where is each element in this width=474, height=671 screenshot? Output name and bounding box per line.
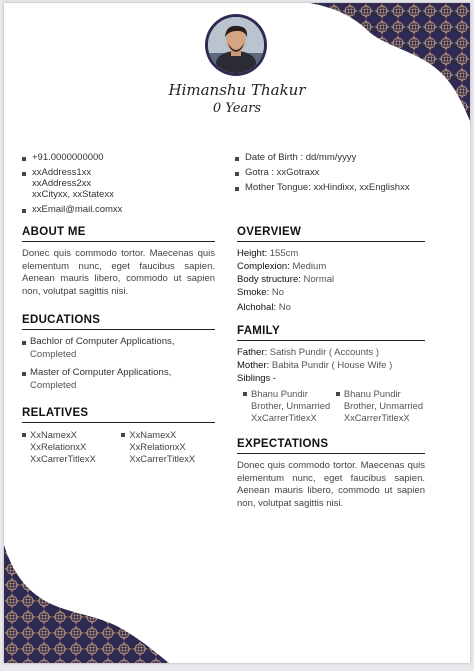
father: Father: Satish Pundir ( Accounts ) bbox=[237, 347, 380, 358]
floral-pattern-bottom-left bbox=[4, 545, 169, 663]
education-item: Bachlor of Computer Applications, Completed bbox=[22, 336, 215, 361]
bullet-square-icon bbox=[22, 433, 26, 437]
educations-heading: EDUCATIONS bbox=[22, 314, 215, 330]
family-heading: FAMILY bbox=[237, 325, 425, 341]
relatives-list bbox=[22, 429, 215, 465]
relative-item: XxNamexX XxRelationxX XxCarrerTitlexX bbox=[22, 429, 121, 465]
bullet-square-icon bbox=[235, 187, 239, 191]
overview-list bbox=[237, 247, 425, 314]
bullet-square-icon bbox=[336, 392, 340, 396]
sibling-item: Bhanu Pundir Brother, Unmarried XxCarrerTitlexX bbox=[243, 388, 336, 424]
date-of-birth: Date of Birth : dd/mm/yyyy bbox=[235, 152, 455, 163]
bullet-square-icon bbox=[22, 209, 26, 213]
mother-tongue: Mother Tongue: xxHindixx, xxEnglishxx bbox=[235, 182, 455, 193]
expectations-heading: EXPECTATIONS bbox=[237, 438, 425, 454]
expectations-section bbox=[237, 438, 425, 510]
experience-years: 0 Years bbox=[212, 101, 262, 116]
relatives-section bbox=[22, 407, 215, 465]
bullet-square-icon bbox=[235, 157, 239, 161]
overview-smoke: Smoke: No bbox=[237, 287, 285, 298]
contact-list bbox=[22, 152, 222, 219]
overview-height: Height: 155cm bbox=[237, 248, 299, 259]
education-item: Master of Computer Applications, Completed bbox=[22, 367, 215, 392]
bullet-square-icon bbox=[22, 372, 26, 376]
overview-complexion: Complexion: Medium bbox=[237, 261, 327, 272]
sibling-item: Bhanu Pundir Brother, Unmarried XxCarrerTitlexX bbox=[336, 388, 425, 424]
resume-page bbox=[4, 3, 470, 663]
contact-phone: +91.0000000000 bbox=[22, 152, 222, 163]
bullet-square-icon bbox=[22, 157, 26, 161]
overview-body-structure: Body structure: Normal bbox=[237, 274, 335, 285]
bullet-square-icon bbox=[22, 172, 26, 176]
expectations-text: Donec quis commodo tortor. Maecenas quis elementum nunc, eget faucibus sapien. Aenean mauris libero, commodo ut sapien non, volutpat sagittis nisi. bbox=[237, 460, 425, 509]
relative-item: XxNamexX XxRelationxX XxCarrerTitlexX bbox=[121, 429, 215, 465]
family-section bbox=[237, 325, 425, 424]
bullet-square-icon bbox=[22, 341, 26, 345]
overview-alchohal: Alchohal: No bbox=[237, 302, 291, 313]
overview-heading: OVERVIEW bbox=[237, 226, 425, 242]
about-text: Donec quis commodo tortor. Maecenas quis elementum nunc, eget faucibus sapien. Aenean mauris libero, commodo ut sapien non, volutpat sagittis nisi. bbox=[22, 248, 215, 297]
gotra: Gotra : xxGotraxx bbox=[235, 167, 455, 178]
siblings-list bbox=[237, 388, 425, 424]
about-heading: ABOUT ME bbox=[22, 226, 215, 242]
candidate-name: Himanshu Thakur bbox=[168, 81, 306, 99]
siblings-label: Siblings - bbox=[237, 373, 277, 384]
about-section bbox=[22, 226, 215, 298]
profile-photo bbox=[205, 14, 267, 76]
contact-email: xxEmail@mail.comxx bbox=[22, 204, 222, 215]
bullet-square-icon bbox=[235, 172, 239, 176]
mother: Mother: Babita Pundir ( House Wife ) bbox=[237, 360, 393, 371]
educations-section bbox=[22, 314, 215, 392]
overview-section bbox=[237, 226, 425, 314]
avatar-person-icon bbox=[208, 17, 264, 73]
bullet-square-icon bbox=[243, 392, 247, 396]
contact-address: xxAddress1xx xxAddress2xx xxCityxx, xxStatexx bbox=[22, 167, 222, 200]
relatives-heading: RELATIVES bbox=[22, 407, 215, 423]
personal-details-list bbox=[235, 152, 455, 197]
bullet-square-icon bbox=[121, 433, 125, 437]
